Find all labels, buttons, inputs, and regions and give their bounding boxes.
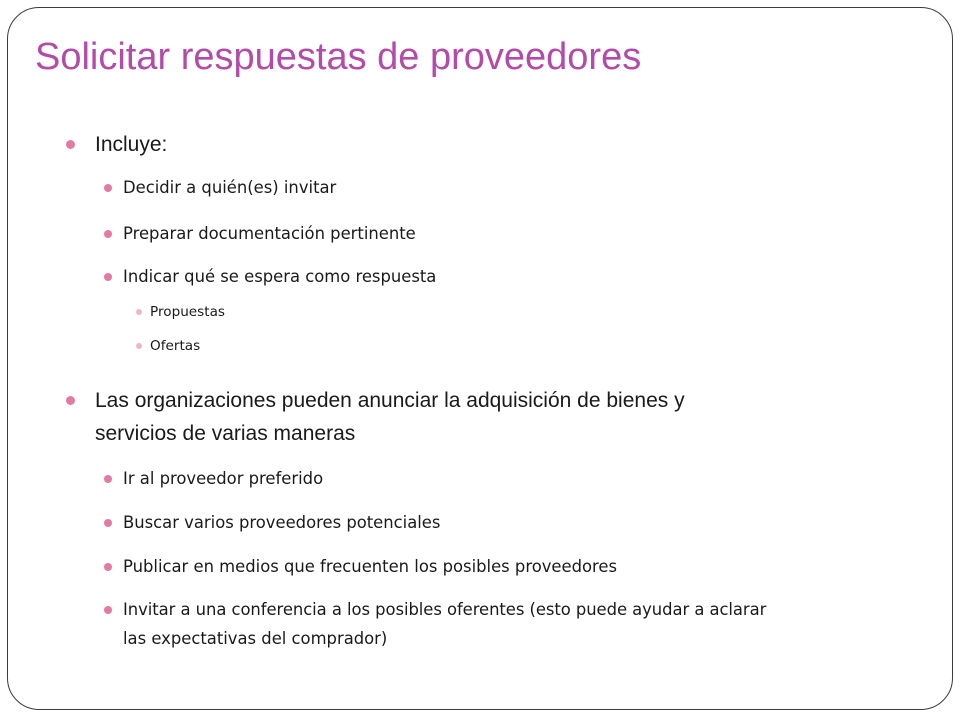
bullet-icon xyxy=(104,230,112,238)
list-item: Buscar varios proveedores potenciales xyxy=(123,513,441,532)
section2-heading-line1: Las organizaciones pueden anunciar la adquisición de bienes y xyxy=(95,389,685,412)
sub-list-item: Ofertas xyxy=(150,338,201,354)
list-item: Invitar a una conferencia a los posibles oferentes (esto puede ayudar a aclarar xyxy=(123,600,767,619)
list-item: Publicar en medios que frecuenten los posibles proveedores xyxy=(123,557,618,576)
bullet-icon xyxy=(104,184,112,192)
list-item: Decidir a quién(es) invitar xyxy=(123,178,337,197)
list-item: Indicar qué se espera como respuesta xyxy=(123,267,437,286)
list-item: Ir al proveedor preferido xyxy=(123,469,324,488)
section1-heading: Incluye: xyxy=(95,133,168,156)
section2-heading-line2: servicios de varias maneras xyxy=(95,422,356,445)
bullet-icon xyxy=(104,475,112,483)
list-item: Preparar documentación pertinente xyxy=(123,224,416,243)
bullet-icon xyxy=(66,396,75,405)
slide-title: Solicitar respuestas de proveedores xyxy=(35,36,642,78)
bullet-icon xyxy=(104,606,112,614)
bullet-icon xyxy=(136,343,142,349)
bullet-icon xyxy=(104,519,112,527)
bullet-icon xyxy=(104,273,112,281)
bullet-icon xyxy=(136,309,142,315)
sub-list-item: Propuestas xyxy=(150,304,225,320)
list-item-continuation: las expectativas del comprador) xyxy=(123,629,388,648)
bullet-icon xyxy=(66,140,75,149)
bullet-icon xyxy=(104,563,112,571)
